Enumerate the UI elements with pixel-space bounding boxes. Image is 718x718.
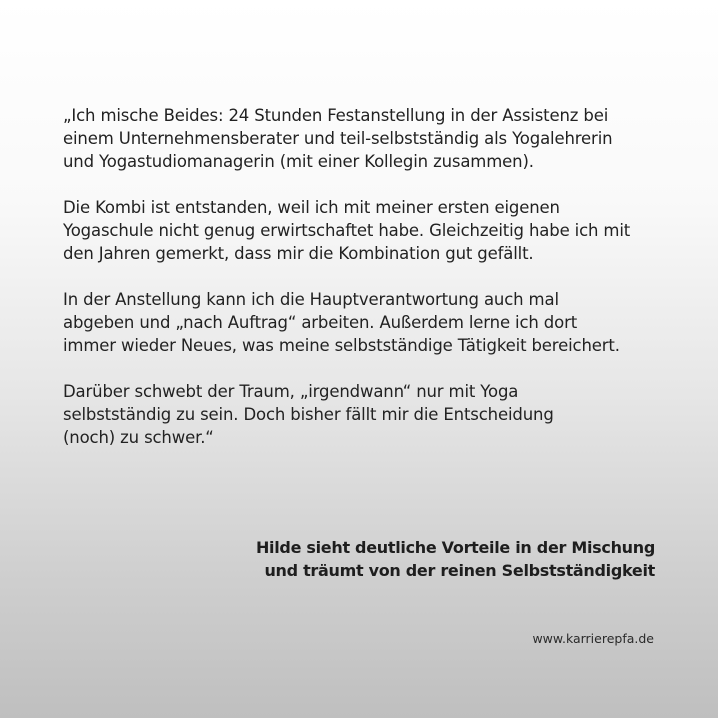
caption-line: und träumt von der reinen Selbstständigkeit [264, 561, 655, 580]
quote-paragraph-3 [63, 288, 663, 357]
quote-line: (noch) zu schwer.“ [63, 428, 214, 447]
quote-line: „Ich mische Beides: 24 Stunden Festanstellung in der Assistenz bei [63, 106, 609, 125]
quote-line: den Jahren gemerkt, dass mir die Kombination gut gefällt. [63, 244, 534, 263]
quote-line: Die Kombi ist entstanden, weil ich mit meiner ersten eigenen [63, 198, 560, 217]
quote-line: abgeben und „nach Auftrag“ arbeiten. Außerdem lerne ich dort [63, 313, 578, 332]
quote-line: selbstständig zu sein. Doch bisher fällt mir die Entscheidung [63, 405, 554, 424]
website-url: www.karrierepfa.de [532, 631, 654, 646]
quote-line: Yogaschule nicht genug erwirtschaftet habe. Gleichzeitig habe ich mit [63, 221, 631, 240]
quote-line: und Yogastudiomanagerin (mit einer Kollegin zusammen). [63, 152, 534, 171]
quote-line: immer wieder Neues, was meine selbstständige Tätigkeit bereichert. [63, 336, 620, 355]
quote-line: Darüber schwebt der Traum, „irgendwann“ nur mit Yoga [63, 382, 519, 401]
quote-paragraph-1 [63, 104, 663, 173]
quote-block [63, 104, 663, 472]
quote-paragraph-2 [63, 196, 663, 265]
quote-line: einem Unternehmensberater und teil-selbstständig als Yogalehrerin [63, 129, 613, 148]
quote-line: In der Anstellung kann ich die Hauptverantwortung auch mal [63, 290, 559, 309]
caption-line: Hilde sieht deutliche Vorteile in der Mischung [255, 538, 655, 557]
quote-paragraph-4 [63, 380, 663, 449]
summary-caption [256, 536, 655, 582]
